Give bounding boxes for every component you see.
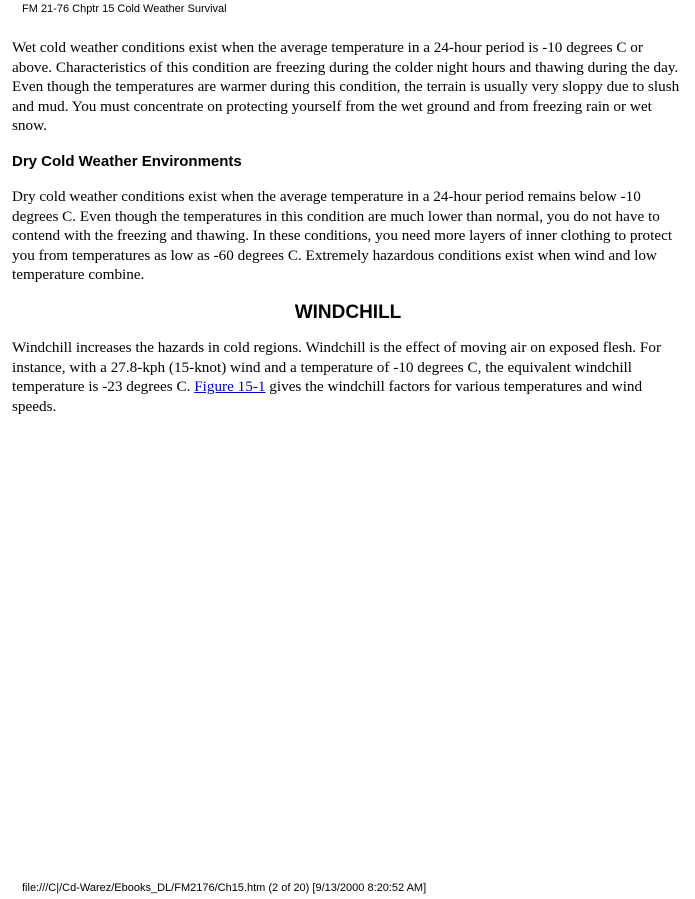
windchill-text-after-link: gives the windchill factors for various temperatures and wind speeds. (12, 378, 643, 415)
running-header: FM 21-76 Chptr 15 Cold Weather Survival (22, 3, 227, 15)
dry-cold-heading: Dry Cold Weather Environments (12, 152, 242, 170)
source-footer: file:///C|/Cd-Warez/Ebooks_DL/FM2176/Ch15.htm (2 of 20) [9/13/2000 8:20:52 AM] (22, 882, 427, 894)
main-content (12, 38, 684, 416)
figure-15-1-link[interactable]: Figure 15-1 (194, 378, 266, 396)
wet-cold-paragraph: Wet cold weather conditions exist when the average temperature in a 24-hour period is -10 degrees C or above. Characteristics of this condition are freezing during the colder night hours and thawing during the day. Even though the temperatures are warmer during this condition, the terrain is usually very sloppy due to slush and mud. You must concentrate on protecting yourself from the wet ground and from freezing rain or wet snow. (12, 39, 680, 135)
windchill-text-before-link: Windchill increases the hazards in cold regions. Windchill is the effect of moving air on exposed flesh. For instance, with a 27.8-kph (15-knot) wind and a temperature of -10 degrees C, the equivalent windchill temperature is -23 degrees C. (12, 338, 661, 396)
windchill-heading: WINDCHILL (294, 301, 402, 323)
dry-cold-paragraph: Dry cold weather conditions exist when the average temperature in a 24-hour period remains below -10 degrees C. Even though the temperatures in this condition are much lower than normal, you do not have to contend with the freezing and thawing. In these conditions, you need more layers of inner clothing to protect you from temperatures as low as -60 degrees C. Extremely hazardous conditions exist when wind and low temperature combine. (12, 187, 673, 284)
windchill-paragraph (12, 338, 684, 416)
